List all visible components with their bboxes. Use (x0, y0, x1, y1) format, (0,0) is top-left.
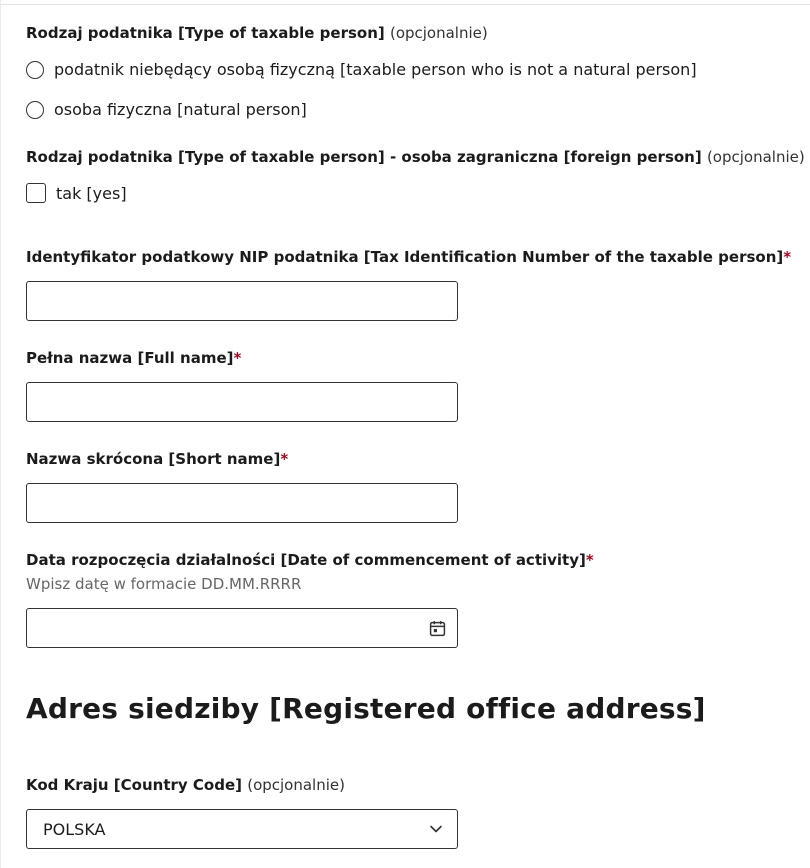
country-code-label-text: Kod Kraju [Country Code] (26, 776, 242, 794)
start-date-label-text: Data rozpoczęcia działalności [Date of commencement of activity] (26, 551, 586, 569)
foreign-person-label-text: Rodzaj podatnika [Type of taxable person] - osoba zagraniczna [foreign person] (26, 148, 702, 166)
short-name-label (26, 450, 288, 468)
country-code-selected-value: POLSKA (43, 820, 106, 839)
country-code-select[interactable] (26, 809, 458, 849)
nip-label-text: Identyfikator podatkowy NIP podatnika [Tax Identification Number of the taxable person] (26, 248, 784, 266)
full-name-label (26, 349, 241, 367)
radio-button[interactable] (26, 61, 44, 79)
full-name-label-text: Pełna nazwa [Full name] (26, 349, 234, 367)
optional-marker: (opcjonalnie) (389, 24, 488, 42)
required-marker: * (585, 551, 594, 569)
nip-input[interactable] (26, 281, 458, 321)
chevron-down-icon (429, 822, 443, 836)
country-code-label (26, 776, 345, 794)
required-marker: * (280, 450, 289, 468)
foreign-person-checkbox[interactable] (26, 183, 46, 203)
start-date-input[interactable] (26, 608, 458, 648)
nip-label (26, 248, 791, 266)
start-date-hint: Wpisz datę w formacie DD.MM.RRRR (26, 575, 302, 593)
required-marker: * (783, 248, 792, 266)
full-name-input[interactable] (26, 382, 458, 422)
radio-option-non-natural-person[interactable] (26, 60, 697, 79)
foreign-person-checkbox-row[interactable] (26, 183, 127, 203)
short-name-input[interactable] (26, 483, 458, 523)
radio-option-natural-person[interactable] (26, 100, 307, 119)
radio-option-label: podatnik niebędący osobą fizyczną [taxable person who is not a natural person] (54, 60, 697, 79)
short-name-label-text: Nazwa skrócona [Short name] (26, 450, 281, 468)
taxable-person-type-label-text: Rodzaj podatnika [Type of taxable person] (26, 24, 385, 42)
calendar-icon[interactable] (429, 620, 446, 637)
foreign-person-label (26, 148, 805, 166)
radio-option-label: osoba fizyczna [natural person] (54, 100, 307, 119)
checkbox-label: tak [yes] (56, 183, 127, 203)
taxable-person-type-label (26, 24, 488, 42)
radio-button[interactable] (26, 101, 44, 119)
left-divider (0, 0, 1, 868)
optional-marker: (opcjonalnie) (247, 776, 345, 794)
optional-marker: (opcjonalnie) (706, 148, 805, 166)
required-marker: * (233, 349, 242, 367)
registered-office-heading: Adres siedziby [Registered office address] (26, 692, 706, 725)
start-date-label (26, 551, 594, 569)
top-divider (0, 4, 810, 5)
